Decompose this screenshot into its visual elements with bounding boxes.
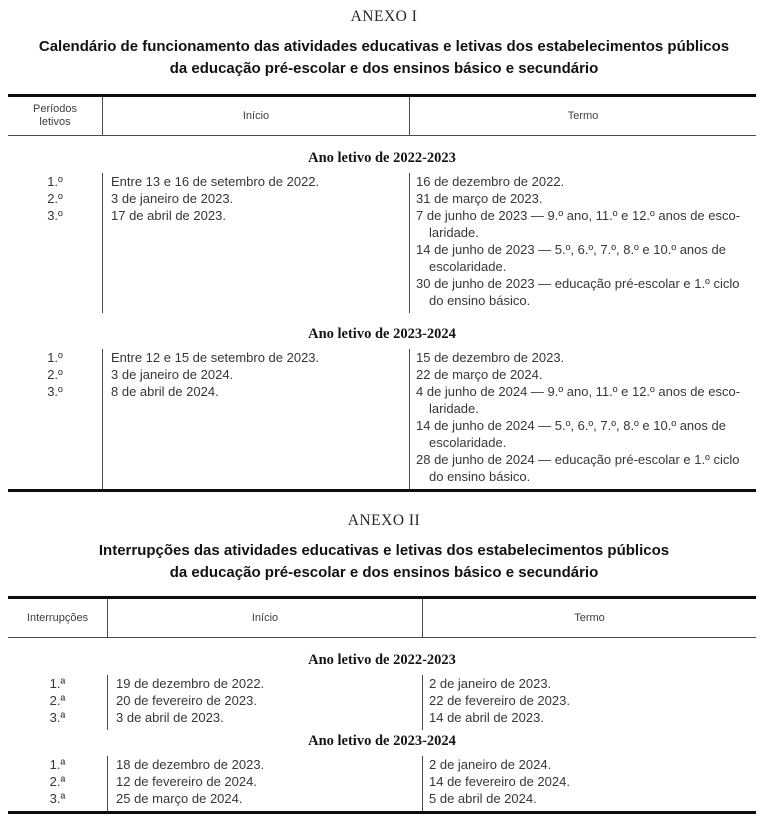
termo-column (409, 349, 756, 489)
text-line: 1.ª (49, 676, 66, 691)
column-header-termo-label: Termo (574, 611, 605, 624)
text-line: 3 de abril de 2023. (116, 710, 224, 725)
text-line: 2.ª (49, 774, 66, 789)
text-line: 8 de abril de 2024. (111, 384, 219, 399)
text-line: da educação pré-escolar e dos ensinos básico e secundário (169, 59, 599, 77)
text-line: 3.º (47, 384, 63, 399)
text-line: Entre 12 e 15 de setembro de 2023. (111, 350, 320, 365)
periods-column (8, 173, 102, 313)
periods-column (8, 675, 107, 730)
column-header-inicio-label: Início (251, 611, 279, 624)
text-line: 14 de junho de 2024 — 5.º, 6.º, 7.º, 8.º e 10.º anos de (416, 418, 726, 433)
anexo-i-heading: ANEXO I (350, 8, 418, 25)
text-line: 22 de fevereiro de 2023. (429, 693, 570, 708)
anexo-ii-title (0, 540, 768, 583)
table-header-rule (8, 637, 756, 638)
text-line: 15 de dezembro de 2023. (416, 350, 565, 365)
text-line: 1.º (47, 174, 63, 189)
text-line: escolaridade. (429, 435, 507, 450)
year-section-heading: Ano letivo de 2022-2023 (308, 652, 456, 668)
text-line: letivos (39, 116, 71, 128)
text-line: 18 de dezembro de 2023. (116, 757, 265, 772)
text-line: 2 de janeiro de 2023. (429, 676, 552, 691)
text-line: 4 de junho de 2024 — 9.º ano, 11.º e 12.º anos de esco- (416, 384, 741, 399)
text-line: Períodos (32, 103, 78, 115)
periods-column (8, 756, 107, 811)
text-line: Entre 13 e 16 de setembro de 2022. (111, 174, 320, 189)
column-header-inicio-label: Início (242, 109, 270, 122)
text-line: 2.º (47, 191, 63, 206)
text-line: 16 de dezembro de 2022. (416, 174, 565, 189)
text-line: 2 de janeiro de 2024. (429, 757, 552, 772)
termo-column (422, 756, 756, 811)
text-line: 2.º (47, 367, 63, 382)
text-line: da educação pré-escolar e dos ensinos básico e secundário (169, 563, 599, 581)
text-line: laridade. (429, 401, 479, 416)
text-line: 1.ª (49, 757, 66, 772)
column-header-termo-label: Termo (567, 109, 599, 122)
termo-column (409, 173, 756, 313)
text-line: 3 de janeiro de 2024. (111, 367, 234, 382)
table-header-row (8, 599, 756, 637)
anexo-i-table (8, 94, 756, 492)
text-line: 12 de fevereiro de 2024. (116, 774, 257, 789)
year-section-2023-2024 (8, 349, 756, 489)
year-section-2022-2023 (8, 173, 756, 313)
table-bottom-rule (8, 811, 756, 814)
year-section-heading: Ano letivo de 2023-2024 (308, 326, 456, 342)
text-line: 19 de dezembro de 2022. (116, 676, 265, 691)
text-line: 1.º (47, 350, 63, 365)
text-line: 3 de janeiro de 2023. (111, 191, 234, 206)
inicio-column (102, 349, 409, 489)
text-line: 17 de abril de 2023. (111, 208, 226, 223)
anexo-i-section (0, 9, 768, 492)
text-line: 28 de junho de 2024 — educação pré-escolar e 1.º ciclo (416, 452, 740, 467)
text-line: 2.ª (49, 693, 66, 708)
anexo-ii-table (8, 596, 756, 814)
text-line: 5 de abril de 2024. (429, 791, 537, 806)
text-line: 25 de março de 2024. (116, 791, 243, 806)
column-header-termo (422, 599, 756, 637)
text-line: 14 de abril de 2023. (429, 710, 544, 725)
anexo-i-title (0, 36, 768, 79)
text-line: 31 de março de 2023. (416, 191, 543, 206)
year-section-heading: Ano letivo de 2023-2024 (308, 733, 456, 749)
table-header-row (8, 97, 756, 135)
table-header-rule (8, 135, 756, 136)
text-line: do ensino básico. (429, 469, 531, 484)
text-line: 30 de junho de 2023 — educação pré-escolar e 1.º ciclo (416, 276, 740, 291)
text-line: 14 de junho de 2023 — 5.º, 6.º, 7.º, 8.º e 10.º anos de (416, 242, 726, 257)
table-bottom-rule (8, 489, 756, 492)
text-line: Calendário de funcionamento das atividades educativas e letivas dos estabelecimentos públicos (38, 38, 730, 55)
inicio-column (102, 173, 409, 313)
year-section-2023-2024 (8, 756, 756, 811)
column-header-interrupcoes (8, 599, 107, 637)
text-line: Interrupções (26, 611, 89, 624)
text-line: 3.º (47, 208, 63, 223)
text-line: escolaridade. (429, 259, 507, 274)
text-line: 14 de fevereiro de 2024. (429, 774, 570, 789)
column-header-periodos-letivos (8, 97, 102, 135)
anexo-ii-section (0, 513, 768, 814)
periods-column (8, 349, 102, 489)
inicio-column (107, 756, 422, 811)
text-line: do ensino básico. (429, 293, 531, 308)
year-section-2022-2023 (8, 675, 756, 730)
text-line: 22 de março de 2024. (416, 367, 543, 382)
text-line: Interrupções das atividades educativas e letivas dos estabelecimentos públicos (98, 542, 670, 559)
anexo-ii-heading: ANEXO II (347, 512, 421, 529)
text-line: 7 de junho de 2023 — 9.º ano, 11.º e 12.º anos de esco- (416, 208, 741, 223)
text-line: 3.ª (49, 710, 66, 725)
column-header-termo (409, 97, 756, 135)
text-line: laridade. (429, 225, 479, 240)
inicio-column (107, 675, 422, 730)
column-header-inicio (107, 599, 422, 637)
text-line: 20 de fevereiro de 2023. (116, 693, 257, 708)
year-section-heading: Ano letivo de 2022-2023 (308, 150, 456, 166)
termo-column (422, 675, 756, 730)
text-line: 3.ª (49, 791, 66, 806)
column-header-inicio (102, 97, 409, 135)
